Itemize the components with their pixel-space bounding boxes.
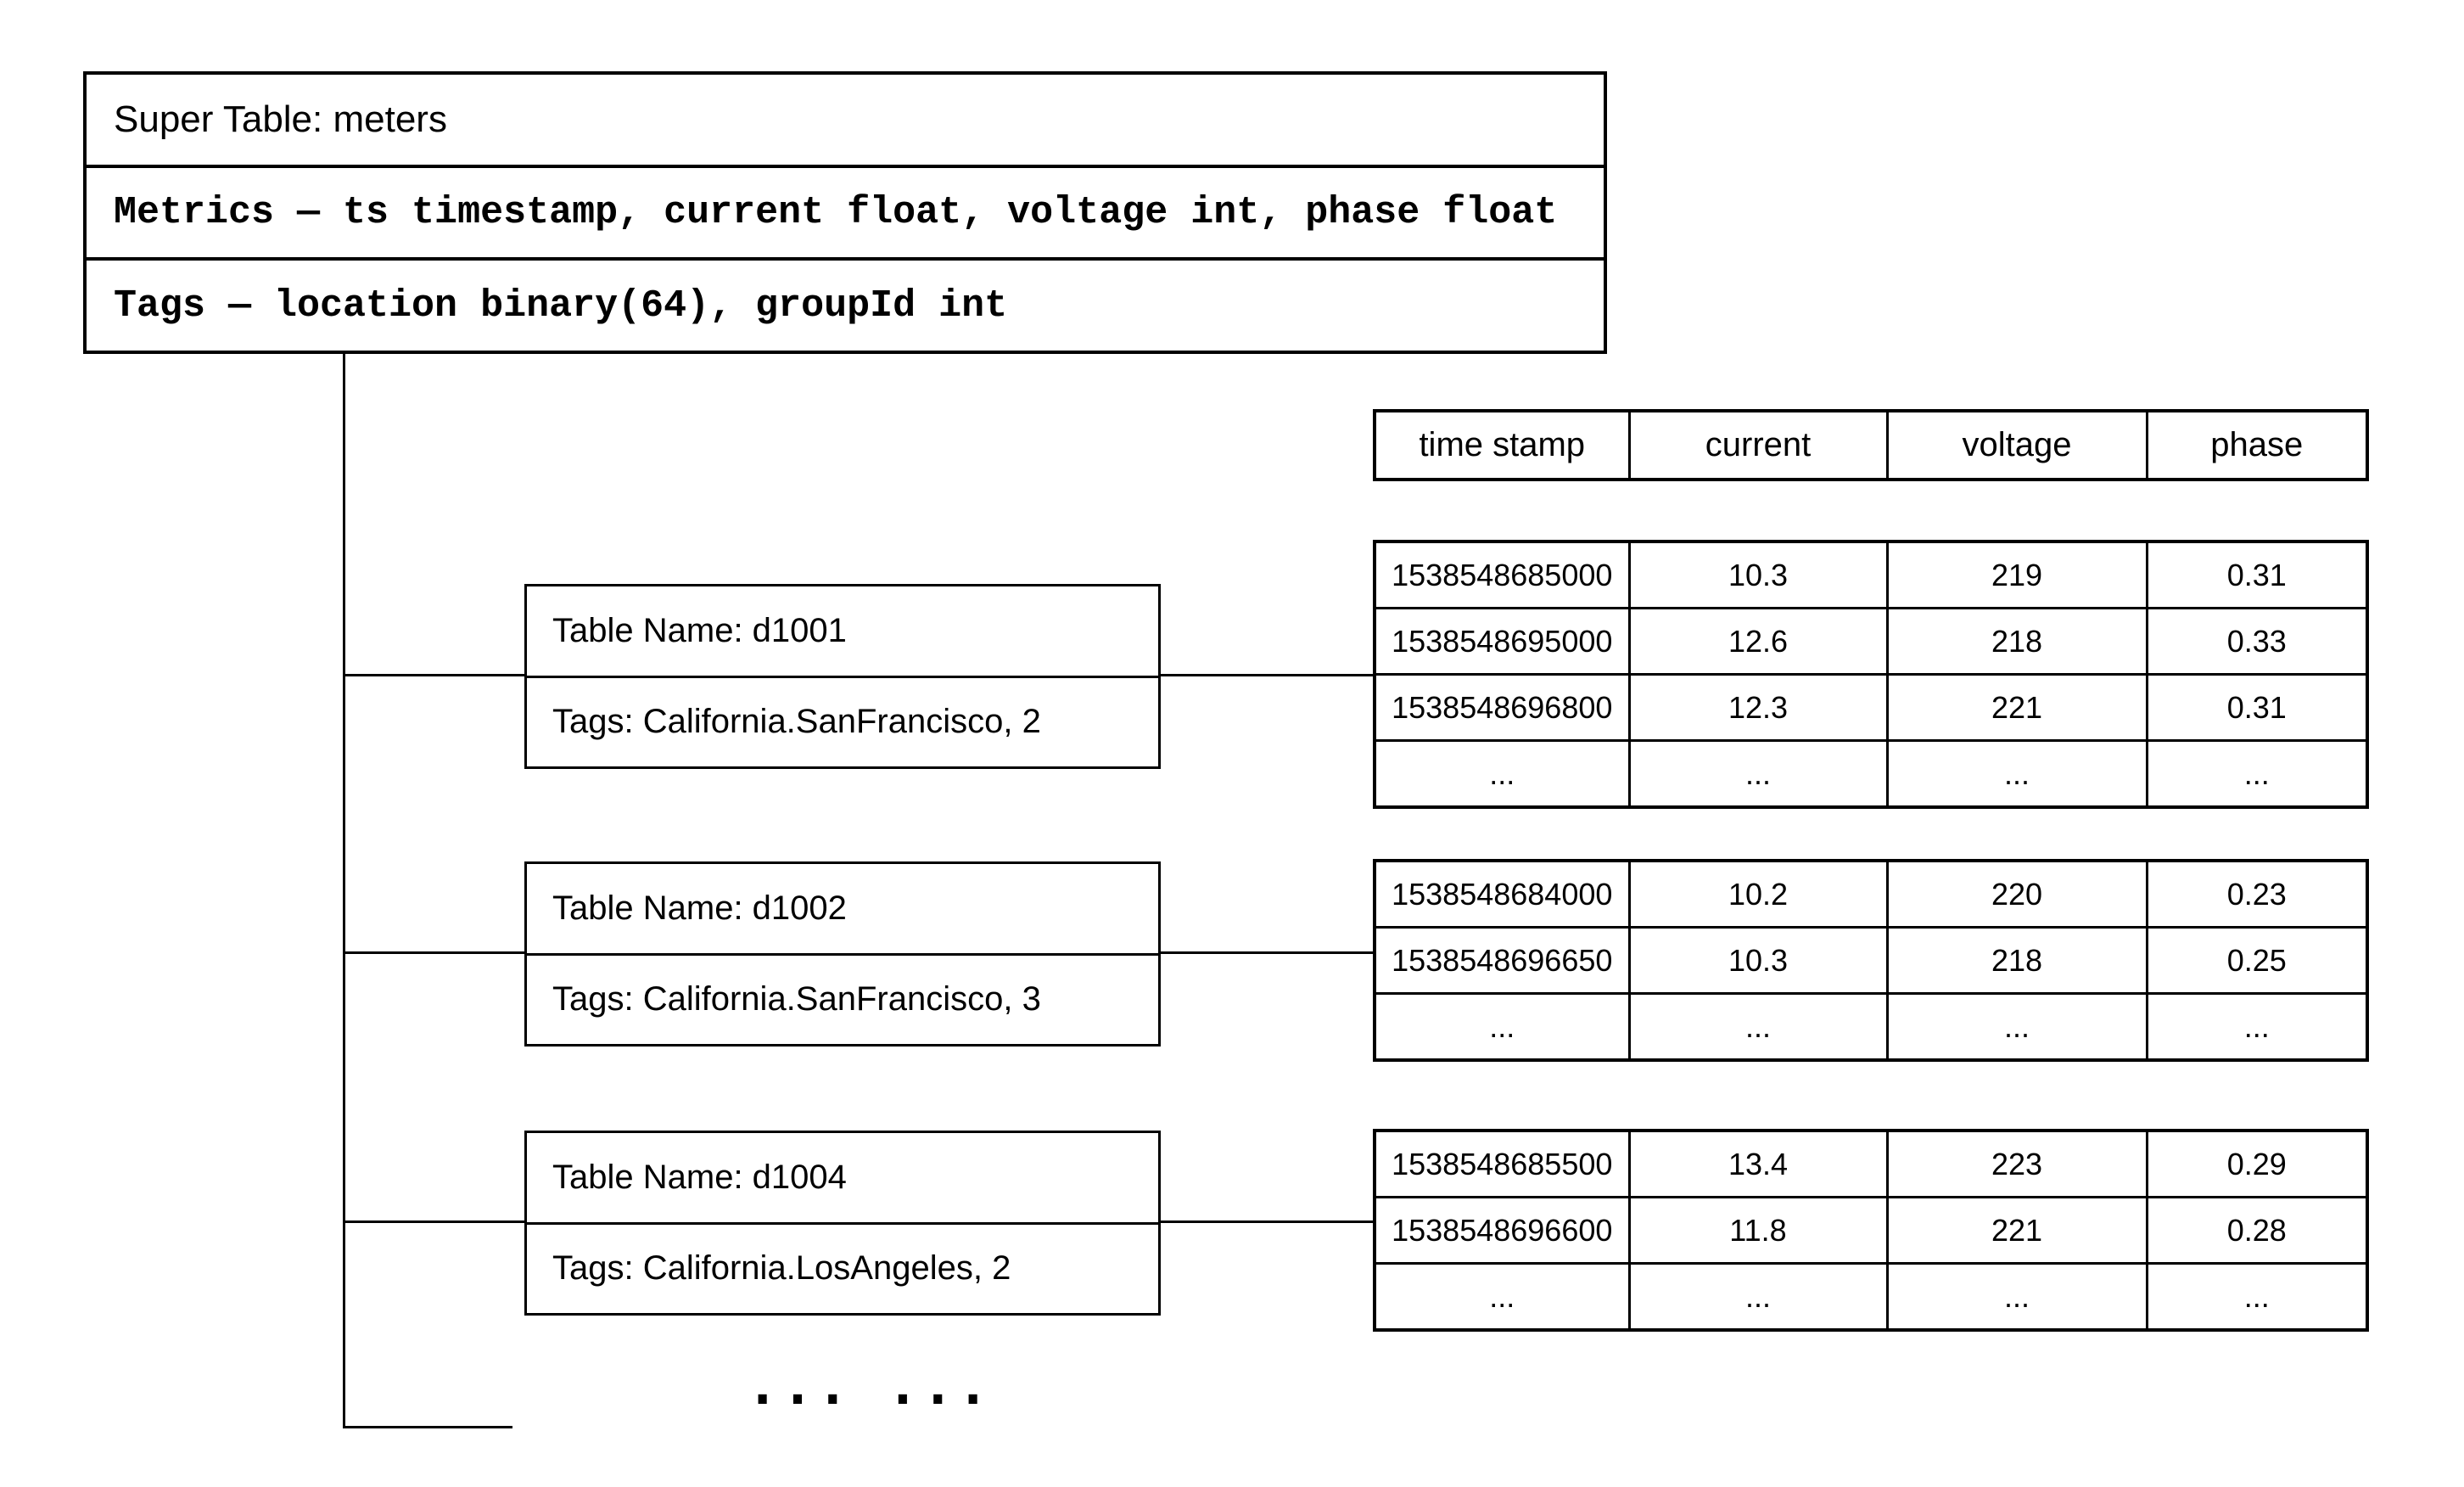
connector-line-d1004 <box>1159 1220 1375 1223</box>
tree-branch-line-d1002 <box>343 951 524 954</box>
table-cell: 223 <box>1887 1131 2147 1198</box>
tree-branch-line-d1004 <box>343 1220 524 1223</box>
table-cell: 219 <box>1887 541 2147 609</box>
table-row <box>1375 1198 2367 1264</box>
table-cell: 218 <box>1887 928 2147 994</box>
subtable-box-d1002 <box>524 861 1161 1047</box>
table-cell: 0.31 <box>2147 675 2367 741</box>
table-cell: 1538548685000 <box>1375 541 1629 609</box>
tree-branch-line-d1001 <box>343 674 524 676</box>
table-cell: ... <box>1629 741 1887 808</box>
data-table-d1002 <box>1373 859 2369 1062</box>
subtable-name-label: Table Name: d1004 <box>552 1158 847 1196</box>
table-cell: 12.3 <box>1629 675 1887 741</box>
table-cell: 10.2 <box>1629 861 1887 928</box>
table-cell: 0.23 <box>2147 861 2367 928</box>
more-subtables-ellipsis: ... ... <box>747 1355 993 1417</box>
table-cell: 1538548696800 <box>1375 675 1629 741</box>
data-table-d1004 <box>1373 1129 2369 1332</box>
table-cell: 1538548696650 <box>1375 928 1629 994</box>
table-cell: ... <box>1887 741 2147 808</box>
table-cell: ... <box>1887 994 2147 1061</box>
column-header-time-stamp: time stamp <box>1375 411 1629 480</box>
table-cell: 10.3 <box>1629 928 1887 994</box>
subtable-name-label: Table Name: d1001 <box>552 611 847 649</box>
table-cell: 1538548696600 <box>1375 1198 1629 1264</box>
table-cell: 11.8 <box>1629 1198 1887 1264</box>
table-cell: 13.4 <box>1629 1131 1887 1198</box>
table-cell: ... <box>2147 1264 2367 1331</box>
table-row <box>1375 741 2367 808</box>
subtable-box-d1004 <box>524 1131 1161 1316</box>
table-cell: ... <box>1375 741 1629 808</box>
column-header-voltage: voltage <box>1887 411 2147 480</box>
table-row <box>1375 994 2367 1061</box>
table-cell: 0.29 <box>2147 1131 2367 1198</box>
table-cell: 12.6 <box>1629 609 1887 675</box>
subtable-tags-label: Tags: California.SanFrancisco, 2 <box>527 676 1158 767</box>
super-table-metrics: Metrics — ts timestamp, current float, voltage int, phase float <box>87 165 1604 258</box>
tree-trunk-line <box>343 354 345 1428</box>
table-cell: 1538548684000 <box>1375 861 1629 928</box>
table-cell: 1538548695000 <box>1375 609 1629 675</box>
table-cell: 0.31 <box>2147 541 2367 609</box>
table-cell: 0.28 <box>2147 1198 2367 1264</box>
table-row <box>1375 541 2367 609</box>
tree-branch-line-more <box>343 1426 512 1428</box>
table-row <box>1375 1264 2367 1331</box>
data-table-d1001 <box>1373 540 2369 809</box>
table-cell: 221 <box>1887 675 2147 741</box>
table-cell: ... <box>1629 994 1887 1061</box>
data-column-header-table <box>1373 409 2369 481</box>
table-cell: ... <box>1887 1264 2147 1331</box>
subtable-name-label: Table Name: d1002 <box>552 889 847 927</box>
super-table-title: Super Table: meters <box>114 98 447 140</box>
table-row <box>1375 861 2367 928</box>
table-cell: ... <box>2147 994 2367 1061</box>
table-cell: ... <box>1629 1264 1887 1331</box>
table-cell: 220 <box>1887 861 2147 928</box>
table-cell: 221 <box>1887 1198 2147 1264</box>
table-row <box>1375 928 2367 994</box>
connector-line-d1002 <box>1159 951 1375 954</box>
table-cell: 0.33 <box>2147 609 2367 675</box>
super-table-box <box>83 71 1607 354</box>
table-cell: 0.25 <box>2147 928 2367 994</box>
subtable-box-d1001 <box>524 584 1161 769</box>
header-row <box>1375 411 2367 480</box>
column-header-phase: phase <box>2147 411 2367 480</box>
subtable-tags-label: Tags: California.SanFrancisco, 3 <box>527 953 1158 1045</box>
table-row <box>1375 609 2367 675</box>
super-table-tags: Tags — location binary(64), groupId int <box>87 257 1604 351</box>
column-header-current: current <box>1629 411 1887 480</box>
table-cell: 1538548685500 <box>1375 1131 1629 1198</box>
table-cell: ... <box>2147 741 2367 808</box>
table-row <box>1375 1131 2367 1198</box>
table-cell: ... <box>1375 1264 1629 1331</box>
table-cell: 10.3 <box>1629 541 1887 609</box>
subtable-tags-label: Tags: California.LosAngeles, 2 <box>527 1222 1158 1314</box>
table-row <box>1375 675 2367 741</box>
connector-line-d1001 <box>1159 674 1375 676</box>
table-cell: ... <box>1375 994 1629 1061</box>
table-cell: 218 <box>1887 609 2147 675</box>
